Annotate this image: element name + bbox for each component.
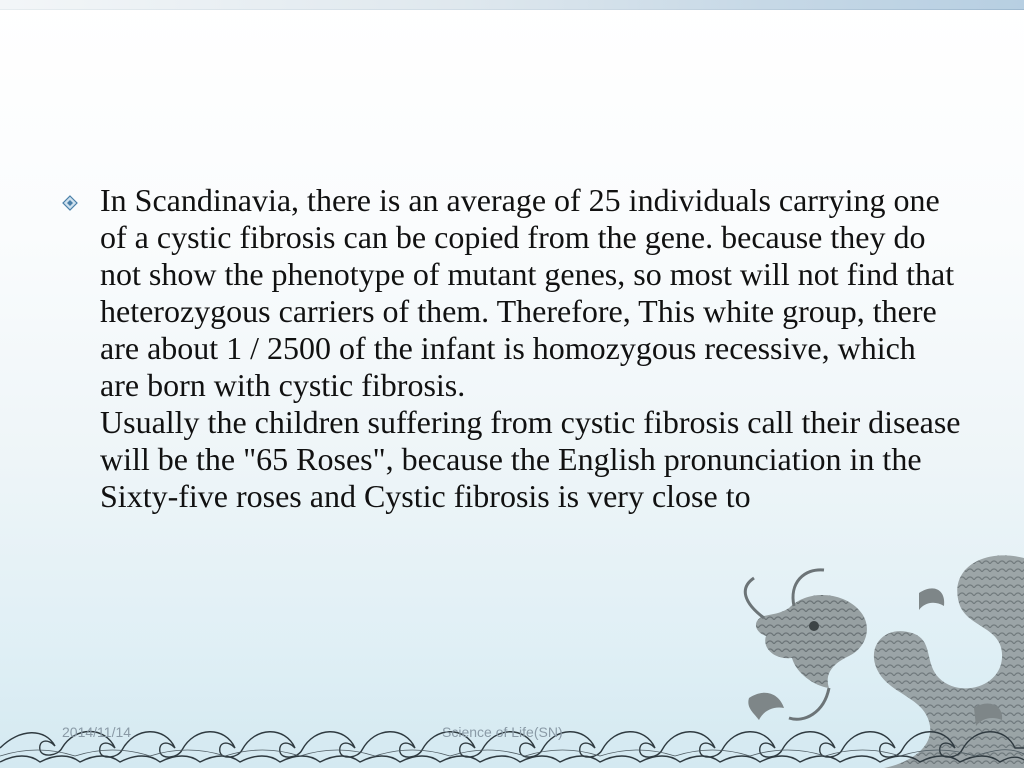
slide-content [62, 182, 962, 515]
footer-title: Science of Life(SN) [442, 724, 563, 740]
bullet-paragraph-1: In Scandinavia, there is an average of 25 individuals carrying one of a cystic fibrosis can be copied from the gene. because they do not show the phenotype of mutant genes, so most will not find that heterozygous carriers of them. Therefore, This white group, there are about 1 / 2500 of the infant is homozygous recessive, which are born with cystic fibrosis. [100, 182, 955, 403]
diamond-bullet-icon [62, 195, 78, 211]
bullet-paragraph-2: Usually the children suffering from cystic fibrosis call their disease will be the "65 Roses", because the English pronunciation in the Sixty-five roses and Cystic fibrosis is very close to [100, 404, 961, 514]
footer-date: 2014/11/14 [62, 724, 132, 740]
bullet-item [62, 182, 962, 515]
top-decorative-band [0, 0, 1024, 9]
top-decorative-line [0, 9, 1024, 10]
bullet-text [100, 182, 962, 515]
